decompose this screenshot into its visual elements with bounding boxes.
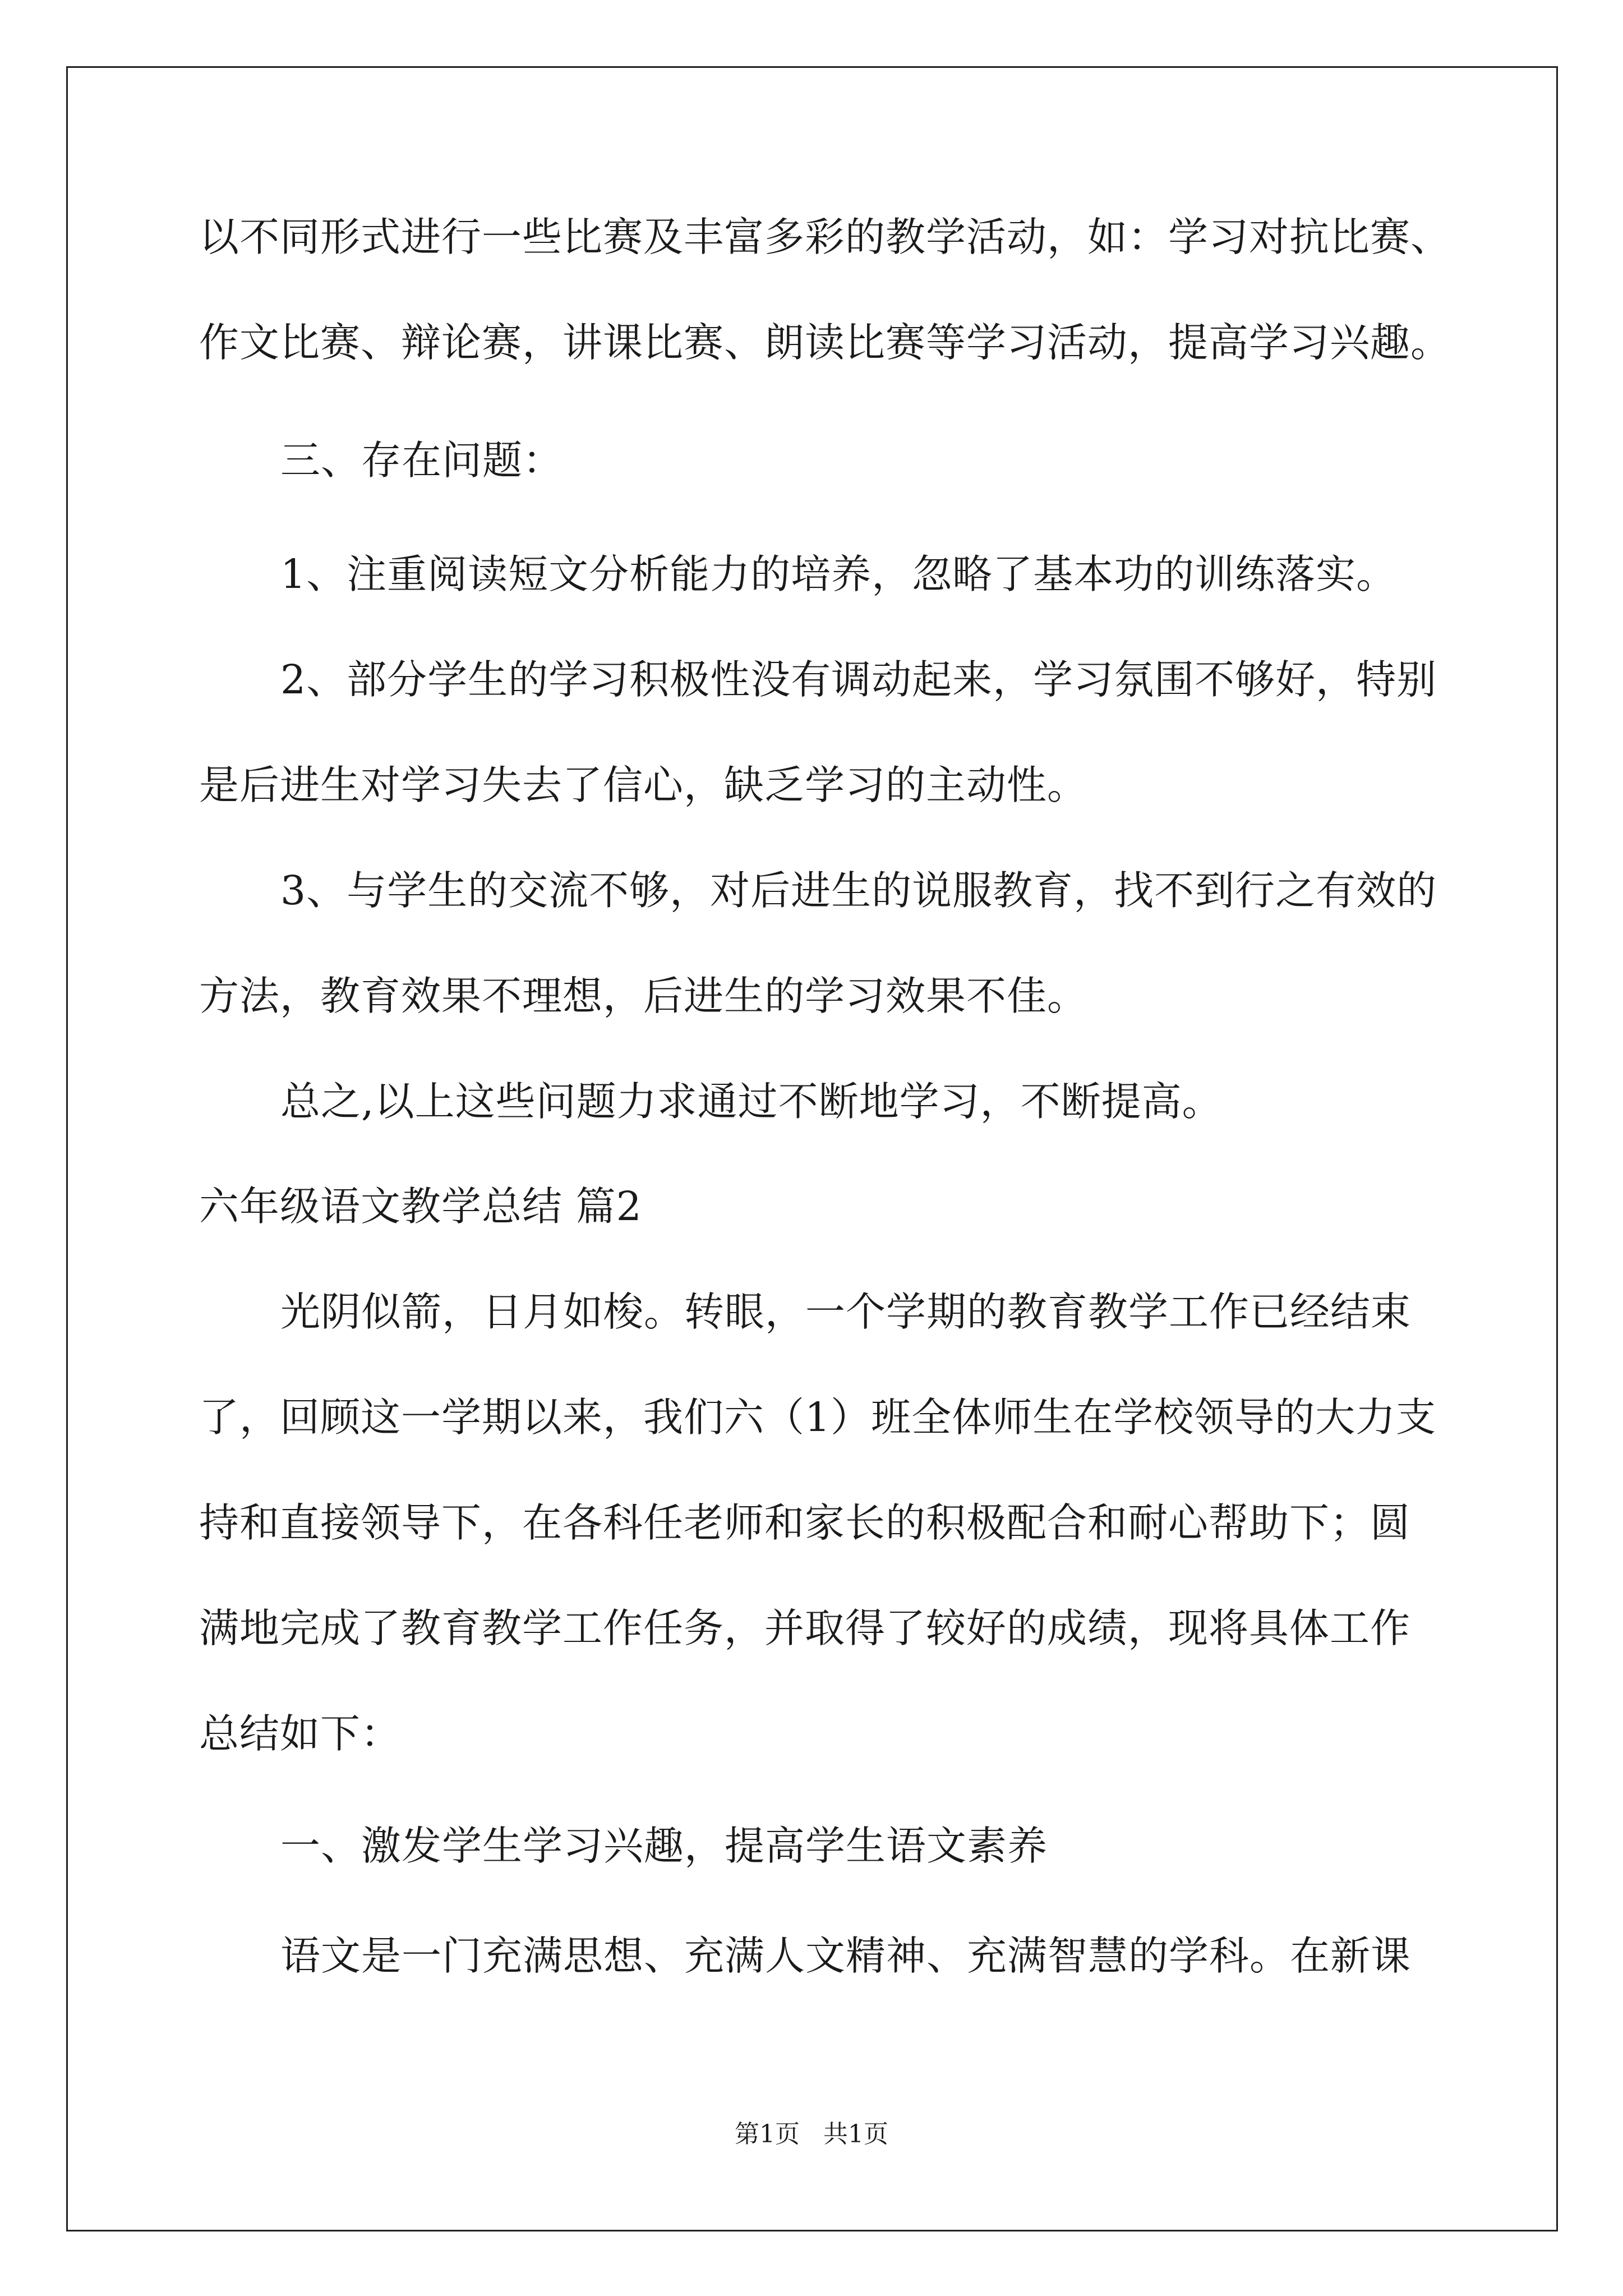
paragraph-line: 作文比赛、辩论赛，讲课比赛、朗读比赛等学习活动，提高学习兴趣。 [199, 319, 1451, 366]
paragraph-line: 总结如下： [199, 1710, 402, 1757]
paragraph-line: 了，回顾这一学期以来，我们六（1）班全体师生在学校领导的大力支 [199, 1394, 1437, 1441]
paragraph-line: 2、部分学生的学习积极性没有调动起来，学习氛围不够好，特别 [280, 656, 1437, 703]
paragraph-line: 方法，教育效果不理想，后进生的学习效果不佳。 [199, 973, 1088, 1019]
page-footer: 第1页 共1页 [735, 2120, 888, 2148]
paragraph-line: 满地完成了教育教学工作任务，并取得了较好的成绩，现将具体工作 [199, 1605, 1411, 1651]
paragraph-line: 是后进生对学习失去了信心，缺乏学习的主动性。 [199, 762, 1088, 808]
paragraph-line: 总之,以上这些问题力求通过不断地学习，不断提高。 [280, 1078, 1223, 1125]
paragraph-line: 1、注重阅读短文分析能力的培养，忽略了基本功的训练落实。 [280, 551, 1397, 597]
paragraph-line: 以不同形式进行一些比赛及丰富多彩的教学活动，如：学习对抗比赛、 [199, 214, 1451, 260]
paragraph-line: 语文是一门充满思想、充满人文精神、充满智慧的学科。在新课 [280, 1932, 1412, 1979]
paragraph-line: 3、与学生的交流不够，对后进生的说服教育，找不到行之有效的 [280, 867, 1437, 914]
paragraph-line: 持和直接领导下，在各科任老师和家长的积极配合和耐心帮助下；圆 [199, 1499, 1411, 1546]
section-heading: 一、激发学生学习兴趣，提高学生语文素养 [280, 1823, 1048, 1869]
article-title: 六年级语文教学总结 篇2 [199, 1183, 642, 1230]
page-border [66, 66, 1558, 2231]
paragraph-line: 光阴似箭，日月如梭。转眼，一个学期的教育教学工作已经结束 [280, 1289, 1412, 1335]
section-heading: 三、存在问题： [280, 437, 564, 484]
